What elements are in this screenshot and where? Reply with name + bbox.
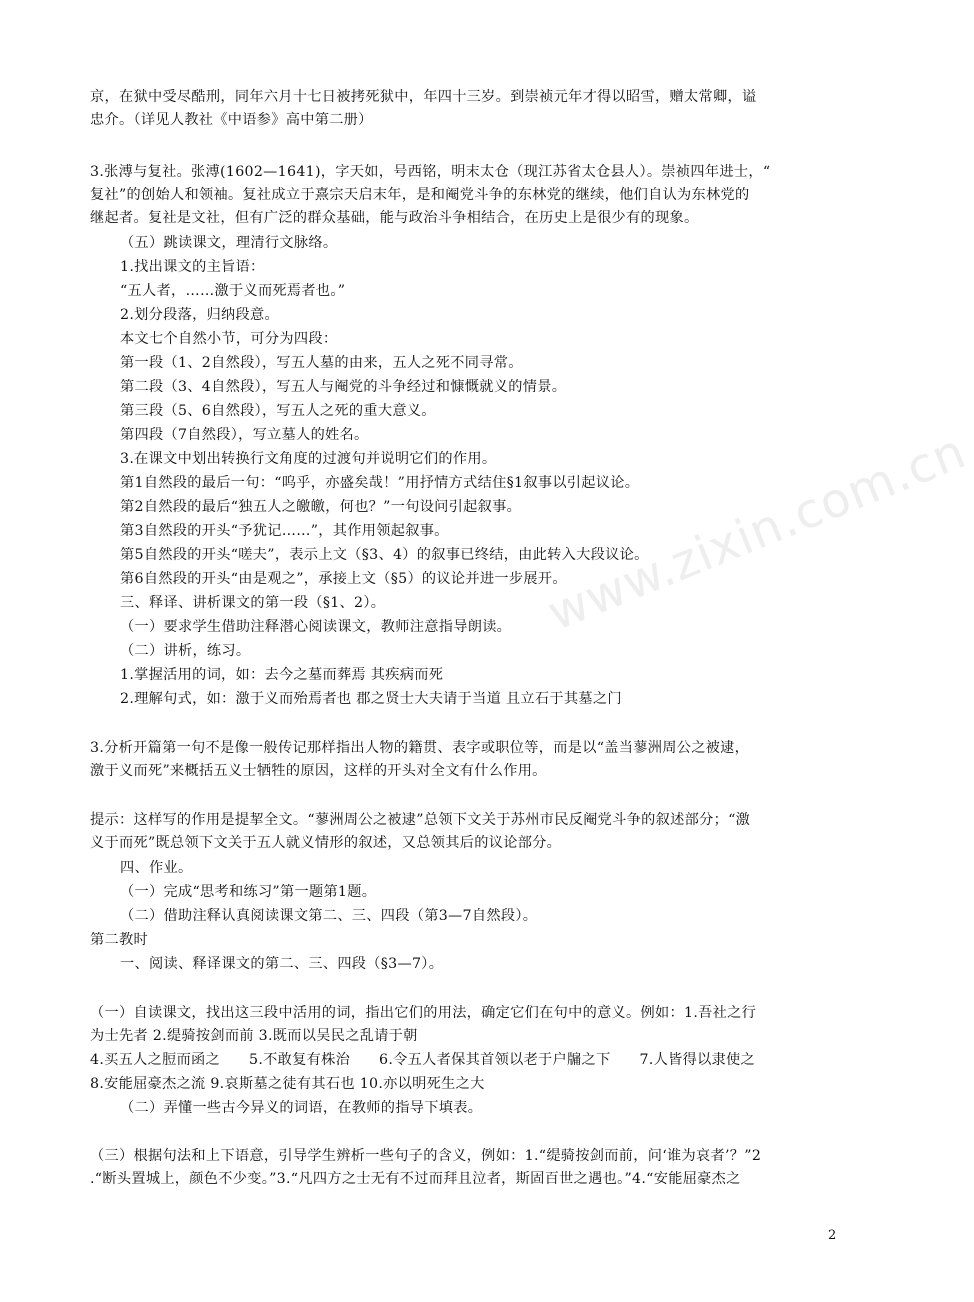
text-line: 第1自然段的最后一句：“呜乎，亦盛矣哉！”用抒情方式结住§1叙事以引起议论。 <box>120 475 640 491</box>
text-line: （一）要求学生借助注释潜心阅读课文，教师注意指导朗读。 <box>120 619 512 635</box>
page-number: 2 <box>828 1228 837 1243</box>
text-line: （二）讲析，练习。 <box>120 643 251 659</box>
text-line: 提示：这样写的作用是提挈全文。“蓼洲周公之被逮”总领下文关于苏州市民反阉党斗争的叙述部分；“激 <box>90 812 751 828</box>
text-line: 第三段（5、6自然段），写五人之死的重大意义。 <box>120 403 436 419</box>
text-line: 为士先者 2.缇骑按剑而前 3.既而以吴民之乱请于朝 <box>90 1028 418 1044</box>
text-line: 第四段（7自然段），写立墓人的姓名。 <box>120 427 369 443</box>
text-line: 1.找出课文的主旨语： <box>120 259 265 275</box>
text-line: .“断头置城上，颜色不少变。”3.“凡四方之士无有不过而拜且泣者，斯固百世之遇也。”4.“安能屈豪杰之 <box>90 1171 741 1187</box>
text-line: 第2自然段的最后“独五人之皦皦，何也？”一句设问引起叙事。 <box>120 499 522 515</box>
text-line: 8.安能屈豪杰之流 9.哀斯墓之徒有其石也 10.亦以明死生之大 <box>90 1076 485 1092</box>
text-line: 忠介。（详见人教社《中语参》高中第二册） <box>90 112 373 128</box>
text-line: 4.买五人之脰而函之 5.不敢复有株治 6.令五人者保其首领以老于户牖之下 7.人皆得以隶使之 <box>90 1052 756 1068</box>
text-line: （五）跳读课文，理清行文脉络。 <box>120 235 338 251</box>
text-line: 3.张溥与复社。张溥(1602—1641)，字天如，号西铭，明末太仓（现江苏省太仓县人）。崇祯四年进士，“ <box>90 164 771 180</box>
text-line: 三、释译、讲析课文的第一段（§1、2）。 <box>120 595 386 611</box>
text-line: 1.掌握活用的词，如：去今之墓而葬焉 其疾病而死 <box>120 667 444 683</box>
text-line: 激于义而死”来概括五义士牺牲的原因，这样的开头对全文有什么作用。 <box>90 763 547 779</box>
text-line: 2.划分段落，归纳段意。 <box>120 307 280 323</box>
text-line: 京，在狱中受尽酷刑，同年六月十七日被拷死狱中，年四十三岁。到崇祯元年才得以昭雪，赠太常卿，谥 <box>90 89 757 105</box>
text-line: 继起者。复社是文社，但有广泛的群众基础，能与政治斗争相结合，在历史上是很少有的现象。 <box>90 210 699 226</box>
text-line: 第5自然段的开头“嗟夫”，表示上文（§3、4）的叙事已终结，由此转入大段议论。 <box>120 547 649 563</box>
text-line: 本文七个自然小节，可分为四段： <box>120 331 338 347</box>
text-line: 2.理解句式，如：激于义而殆焉者也 郡之贤士大夫请于当道 且立石于其墓之门 <box>120 691 622 707</box>
text-line: 一、阅读、释译课文的第二、三、四段（§3—7）。 <box>120 956 444 972</box>
text-line: 3.分析开篇第一句不是像一般传记那样指出人物的籍贯、表字或职位等，而是以“盖当蓼洲周公之被逮， <box>90 740 750 756</box>
text-line: 3.在课文中划出转换行文角度的过渡句并说明它们的作用。 <box>120 451 497 467</box>
text-line: 第一段（1、2自然段），写五人墓的由来，五人之死不同寻常。 <box>120 355 523 371</box>
watermark: www.zixin.com.cn <box>540 423 974 642</box>
text-line: 第二教时 <box>90 932 148 948</box>
text-line: 第二段（3、4自然段），写五人与阉党的斗争经过和慷慨就义的情景。 <box>120 379 567 395</box>
text-line: 复社”的创始人和领袖。复社成立于熹宗天启末年，是和阉党斗争的东林党的继续，他们自认为东林党的 <box>90 187 750 203</box>
text-line: （一）自读课文，找出这三段中活用的词，指出它们的用法，确定它们在句中的意义。例如：1.吾社之行 <box>90 1005 757 1021</box>
text-line: （二）借助注释认真阅读课文第二、三、四段（第3—7自然段）。 <box>120 908 538 924</box>
text-line: 四、作业。 <box>120 860 193 876</box>
text-line: 第3自然段的开头“予犹记……”，其作用领起叙事。 <box>120 523 449 539</box>
text-line: （二）弄懂一些古今异义的词语，在教师的指导下填表。 <box>120 1100 483 1116</box>
text-line: 第6自然段的开头“由是观之”，承接上文（§5）的议论并进一步展开。 <box>120 571 567 587</box>
text-line: “五人者，……激于义而死焉者也。” <box>120 283 346 299</box>
text-line: 义于而死”既总领下文关于五人就义情形的叙述，又总领其后的议论部分。 <box>90 835 562 851</box>
text-line: （一）完成“思考和练习”第一题第1题。 <box>120 884 377 900</box>
text-line: （三）根据句法和上下语意，引导学生辨析一些句子的含义，例如：1.“缇骑按剑而前，问‘谁为哀者’？”2 <box>90 1148 762 1164</box>
